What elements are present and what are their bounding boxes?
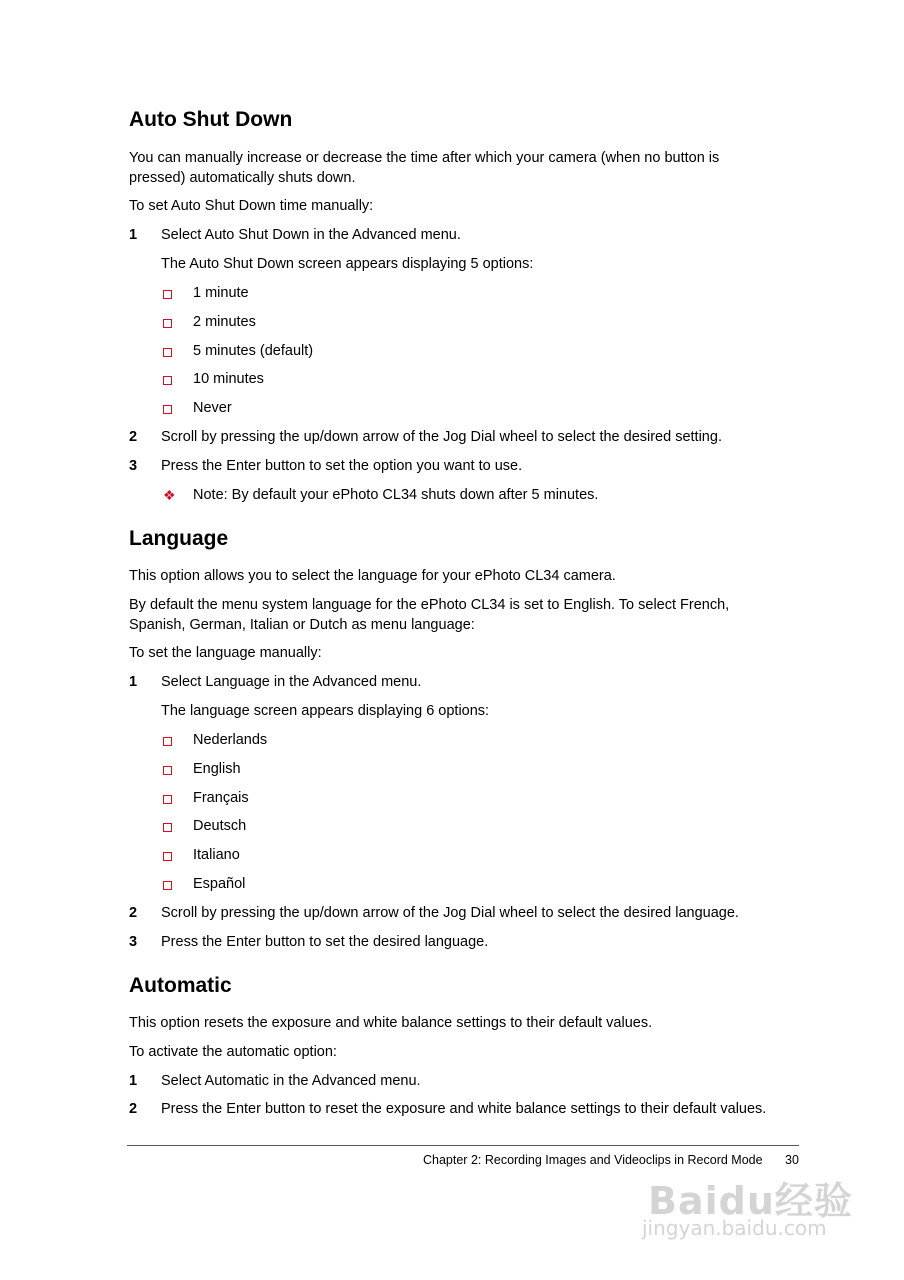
step-subtext: The language screen appears displaying 6 options:	[161, 703, 490, 719]
step-text: Press the Enter button to reset the exposure and white balance settings to their default values.	[161, 1101, 767, 1117]
checkbox-bullet-icon	[163, 881, 172, 890]
checkbox-bullet-icon	[163, 319, 172, 328]
checkbox-bullet-icon	[163, 766, 172, 775]
paragraph: To set the language manually:	[129, 645, 322, 661]
section-title-automatic: Automatic	[129, 974, 232, 997]
option-label: Español	[193, 876, 246, 892]
step-text: Press the Enter button to set the option you want to use.	[161, 458, 523, 474]
checkbox-bullet-icon	[163, 823, 172, 832]
section-title-auto-shut-down: Auto Shut Down	[129, 108, 293, 131]
checkbox-bullet-icon	[163, 290, 172, 299]
watermark-logo: Baidu经验	[648, 1179, 853, 1223]
option-label: Italiano	[193, 847, 240, 863]
step-subtext: The Auto Shut Down screen appears displaying 5 options:	[161, 256, 534, 272]
paragraph: By default the menu system language for the ePhoto CL34 is set to English. To select French, Spanish, German, Italian or Dutch as menu language:	[129, 597, 730, 633]
step-number: 2	[129, 429, 138, 445]
option-label: 5 minutes (default)	[193, 343, 314, 359]
step-text: Select Automatic in the Advanced menu.	[161, 1073, 421, 1089]
checkbox-bullet-icon	[163, 376, 172, 385]
footer-chapter: Chapter 2: Recording Images and Videoclips in Record Mode	[423, 1153, 763, 1167]
paragraph: You can manually increase or decrease the time after which your camera (when no button is pressed) automatically shuts down.	[129, 150, 720, 186]
step-number: 2	[129, 1101, 138, 1117]
checkbox-bullet-icon	[163, 405, 172, 414]
checkbox-bullet-icon	[163, 795, 172, 804]
step-text: Scroll by pressing the up/down arrow of the Jog Dial wheel to select the desired setting.	[161, 429, 722, 445]
step-text: Press the Enter button to set the desired language.	[161, 934, 489, 950]
watermark	[640, 1170, 860, 1250]
option-label: 10 minutes	[193, 371, 264, 387]
note-bullet-icon: ❖	[163, 487, 176, 503]
step-number: 1	[129, 674, 138, 690]
step-number: 3	[129, 458, 138, 474]
footer-divider	[127, 1145, 799, 1146]
note-text: Note: By default your ePhoto CL34 shuts down after 5 minutes.	[193, 487, 599, 503]
page-number: 30	[785, 1153, 799, 1167]
paragraph: This option resets the exposure and white balance settings to their default values.	[129, 1015, 653, 1031]
step-text: Select Language in the Advanced menu.	[161, 674, 422, 690]
watermark-url: jingyan.baidu.com	[642, 1216, 827, 1240]
checkbox-bullet-icon	[163, 737, 172, 746]
option-label: Français	[193, 790, 249, 806]
step-number: 3	[129, 934, 138, 950]
section-title-language: Language	[129, 527, 229, 550]
step-number: 2	[129, 905, 138, 921]
step-number: 1	[129, 1073, 138, 1089]
checkbox-bullet-icon	[163, 852, 172, 861]
step-number: 1	[129, 227, 138, 243]
paragraph: This option allows you to select the language for your ePhoto CL34 camera.	[129, 568, 616, 584]
option-label: English	[193, 761, 241, 777]
option-label: Nederlands	[193, 732, 268, 748]
paragraph: To set Auto Shut Down time manually:	[129, 198, 374, 214]
paragraph: To activate the automatic option:	[129, 1044, 337, 1060]
step-text: Scroll by pressing the up/down arrow of the Jog Dial wheel to select the desired language.	[161, 905, 739, 921]
step-text: Select Auto Shut Down in the Advanced menu.	[161, 227, 461, 243]
option-label: 2 minutes	[193, 314, 256, 330]
option-label: 1 minute	[193, 285, 249, 301]
checkbox-bullet-icon	[163, 348, 172, 357]
option-label: Never	[193, 400, 232, 416]
option-label: Deutsch	[193, 818, 247, 834]
